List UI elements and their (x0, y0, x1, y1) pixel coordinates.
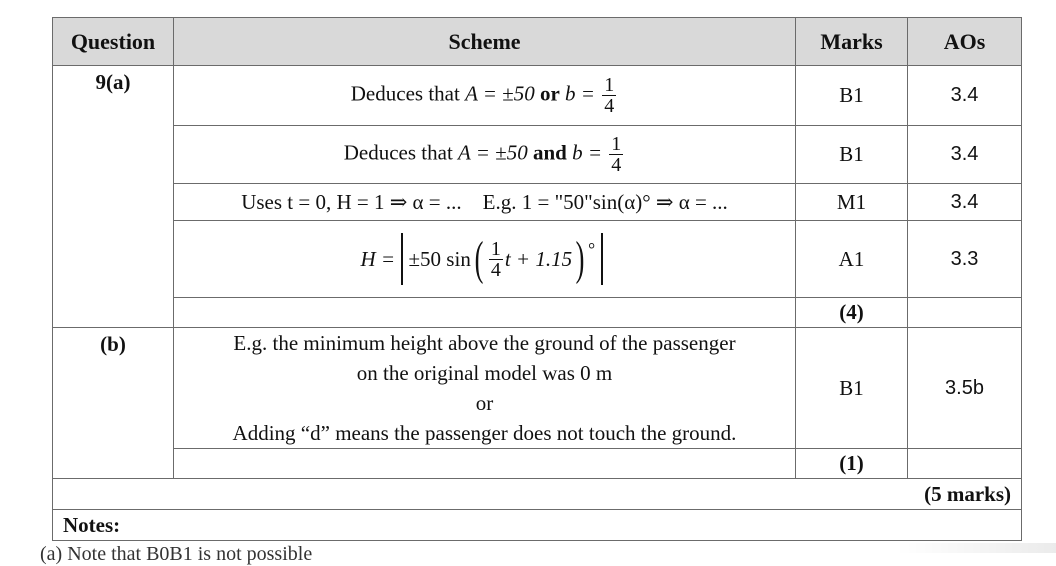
abs-bar-right (601, 233, 603, 285)
total-row (53, 479, 1022, 510)
mark-cell: B1 (796, 328, 908, 449)
scheme-cell: Uses t = 0, H = 1 ⇒ α = ... E.g. 1 = "50"sin(α)° ⇒ α = ... (174, 184, 796, 221)
scheme-math: A = ±50 (465, 81, 535, 106)
mark-scheme-table (52, 17, 1022, 541)
abs-bar-left (401, 233, 403, 285)
ao-cell: 3.4 (908, 66, 1022, 126)
scheme-line: Adding “d” means the passenger does not touch the ground. (232, 421, 737, 445)
scheme-conjunction: and (532, 140, 567, 165)
subtotal-cell: (4) (796, 298, 908, 328)
part-a-row-1 (53, 66, 1022, 126)
header-row (53, 18, 1022, 66)
fraction (602, 75, 616, 116)
ao-cell: 3.4 (908, 184, 1022, 221)
part-a-row-3 (53, 184, 1022, 221)
mark-cell: M1 (796, 184, 908, 221)
fraction (609, 134, 623, 175)
part-a-subtotal-row (53, 298, 1022, 328)
fraction-numerator: 1 (490, 237, 501, 260)
fraction-numerator: 1 (611, 133, 622, 155)
scheme-line: on the original model was 0 m (356, 361, 613, 385)
fraction-denominator: 4 (604, 95, 615, 117)
scheme-text: Deduces that (350, 81, 460, 106)
ao-cell: 3.5b (908, 328, 1022, 449)
question-label-b: (b) (53, 328, 174, 479)
notes-row (53, 510, 1022, 541)
mark-cell: B1 (796, 66, 908, 126)
scheme-cell (174, 66, 796, 126)
scheme-cell (174, 328, 796, 449)
ao-cell: 3.4 (908, 126, 1022, 184)
equation-lhs: H = (360, 246, 396, 271)
part-b-row (53, 328, 1022, 449)
header-aos: AOs (908, 18, 1022, 66)
equation-coefficient: ±50 sin (408, 246, 471, 271)
scheme-conjunction: or (539, 81, 560, 106)
header-question: Question (53, 18, 174, 66)
degree-symbol: ° (588, 239, 596, 259)
fraction-denominator: 4 (490, 258, 501, 281)
empty-scheme-cell (174, 298, 796, 328)
question-label-a: 9(a) (53, 66, 174, 328)
paren-right: ) (575, 232, 585, 285)
total-marks: (5 marks) (53, 479, 1022, 510)
scheme-line: E.g. the minimum height above the ground of the passenger (233, 331, 736, 355)
fraction-numerator: 1 (604, 74, 615, 96)
page-shadow (896, 543, 1056, 553)
scheme-cell (174, 126, 796, 184)
equation (360, 233, 608, 285)
scheme-variable: b = (565, 81, 595, 106)
header-scheme: Scheme (174, 18, 796, 66)
cutoff-text: (a) Note that B0B1 is not possible (40, 543, 313, 565)
empty-ao-cell (908, 449, 1022, 479)
scheme-math: A = ±50 (458, 140, 528, 165)
fraction-denominator: 4 (611, 154, 622, 176)
ao-cell: 3.3 (908, 221, 1022, 298)
mark-scheme (52, 17, 1022, 541)
part-a-row-2 (53, 126, 1022, 184)
fraction (489, 239, 503, 280)
scheme-line: or (475, 391, 494, 415)
empty-ao-cell (908, 298, 1022, 328)
part-a-row-4 (53, 221, 1022, 298)
header-marks: Marks (796, 18, 908, 66)
scheme-text: Deduces that (343, 140, 453, 165)
scheme-variable: b = (572, 140, 602, 165)
subtotal-cell: (1) (796, 449, 908, 479)
scheme-cell (174, 221, 796, 298)
part-b-subtotal-row (53, 449, 1022, 479)
notes-heading: Notes: (53, 510, 1022, 541)
mark-cell: A1 (796, 221, 908, 298)
equation-argument: t + 1.15 (504, 246, 573, 271)
empty-scheme-cell (174, 449, 796, 479)
paren-left: ( (474, 232, 484, 285)
mark-cell: B1 (796, 126, 908, 184)
